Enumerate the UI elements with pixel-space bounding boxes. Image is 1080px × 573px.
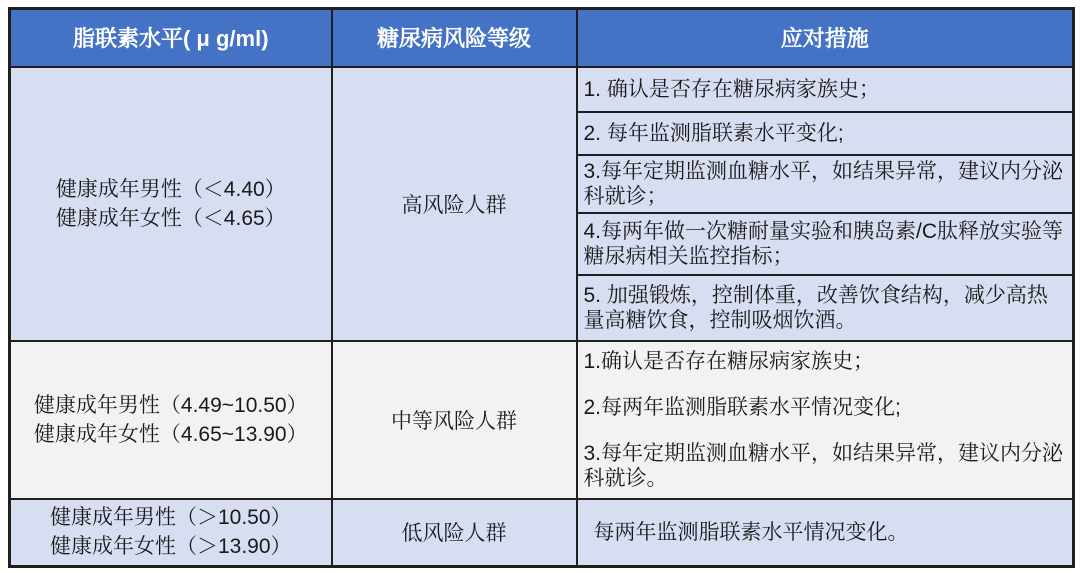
level-female-high: 健康成年女性（＜4.65） — [55, 206, 286, 230]
measure-list-medium — [584, 345, 1067, 495]
level-cell-low — [10, 499, 332, 567]
header-row — [10, 9, 1074, 67]
header-adiponectin-level: 脂联素水平( μ g/ml) — [10, 9, 332, 67]
header-risk-grade: 糖尿病风险等级 — [332, 9, 577, 67]
adiponectin-risk-table — [8, 7, 1075, 568]
risk-cell-medium: 中等风险人群 — [332, 341, 577, 499]
measure-cell-medium — [577, 341, 1074, 499]
measure-item-medium-1: 1.确认是否存在糖尿病家族史； — [583, 349, 875, 373]
measure-item-medium-3: 3.每年定期监测血糖水平，如结果异常，建议内分泌科就诊。 — [583, 441, 1064, 490]
level-male-low: 健康成年男性（＞10.50） — [49, 506, 292, 530]
measure-item-low-1: 每两年监测脂联素水平情况变化。 — [577, 499, 1074, 567]
risk-cell-low: 低风险人群 — [332, 499, 577, 567]
level-cell-medium — [10, 341, 332, 499]
level-female-low: 健康成年女性（＞13.90） — [49, 535, 292, 559]
measure-item-high-3: 3.每年定期监测血糖水平，如结果异常，建议内分泌科就诊； — [577, 155, 1074, 213]
table-row-low-risk — [10, 499, 1074, 567]
level-male-medium: 健康成年男性（4.49~10.50） — [33, 393, 308, 417]
level-male-high: 健康成年男性（＜4.40） — [55, 177, 286, 201]
level-cell-high — [10, 67, 332, 341]
table-row-high-risk — [10, 67, 1074, 112]
measure-item-high-1: 1. 确认是否存在糖尿病家族史； — [577, 67, 1074, 112]
level-female-medium: 健康成年女性（4.65~13.90） — [33, 422, 308, 446]
measure-item-high-2: 2. 每年监测脂联素水平变化; — [577, 112, 1074, 155]
header-measures: 应对措施 — [577, 9, 1074, 67]
table-row-medium-risk — [10, 341, 1074, 499]
risk-cell-high: 高风险人群 — [332, 67, 577, 341]
measure-item-high-4: 4.每两年做一次糖耐量实验和胰岛素/C肽释放实验等糖尿病相关监控指标； — [577, 213, 1074, 275]
measure-item-medium-2: 2.每两年监测脂联素水平情况变化; — [583, 395, 901, 419]
measure-item-high-5: 5. 加强锻炼，控制体重，改善饮食结构，减少高热量高糖饮食，控制吸烟饮酒。 — [577, 275, 1074, 341]
